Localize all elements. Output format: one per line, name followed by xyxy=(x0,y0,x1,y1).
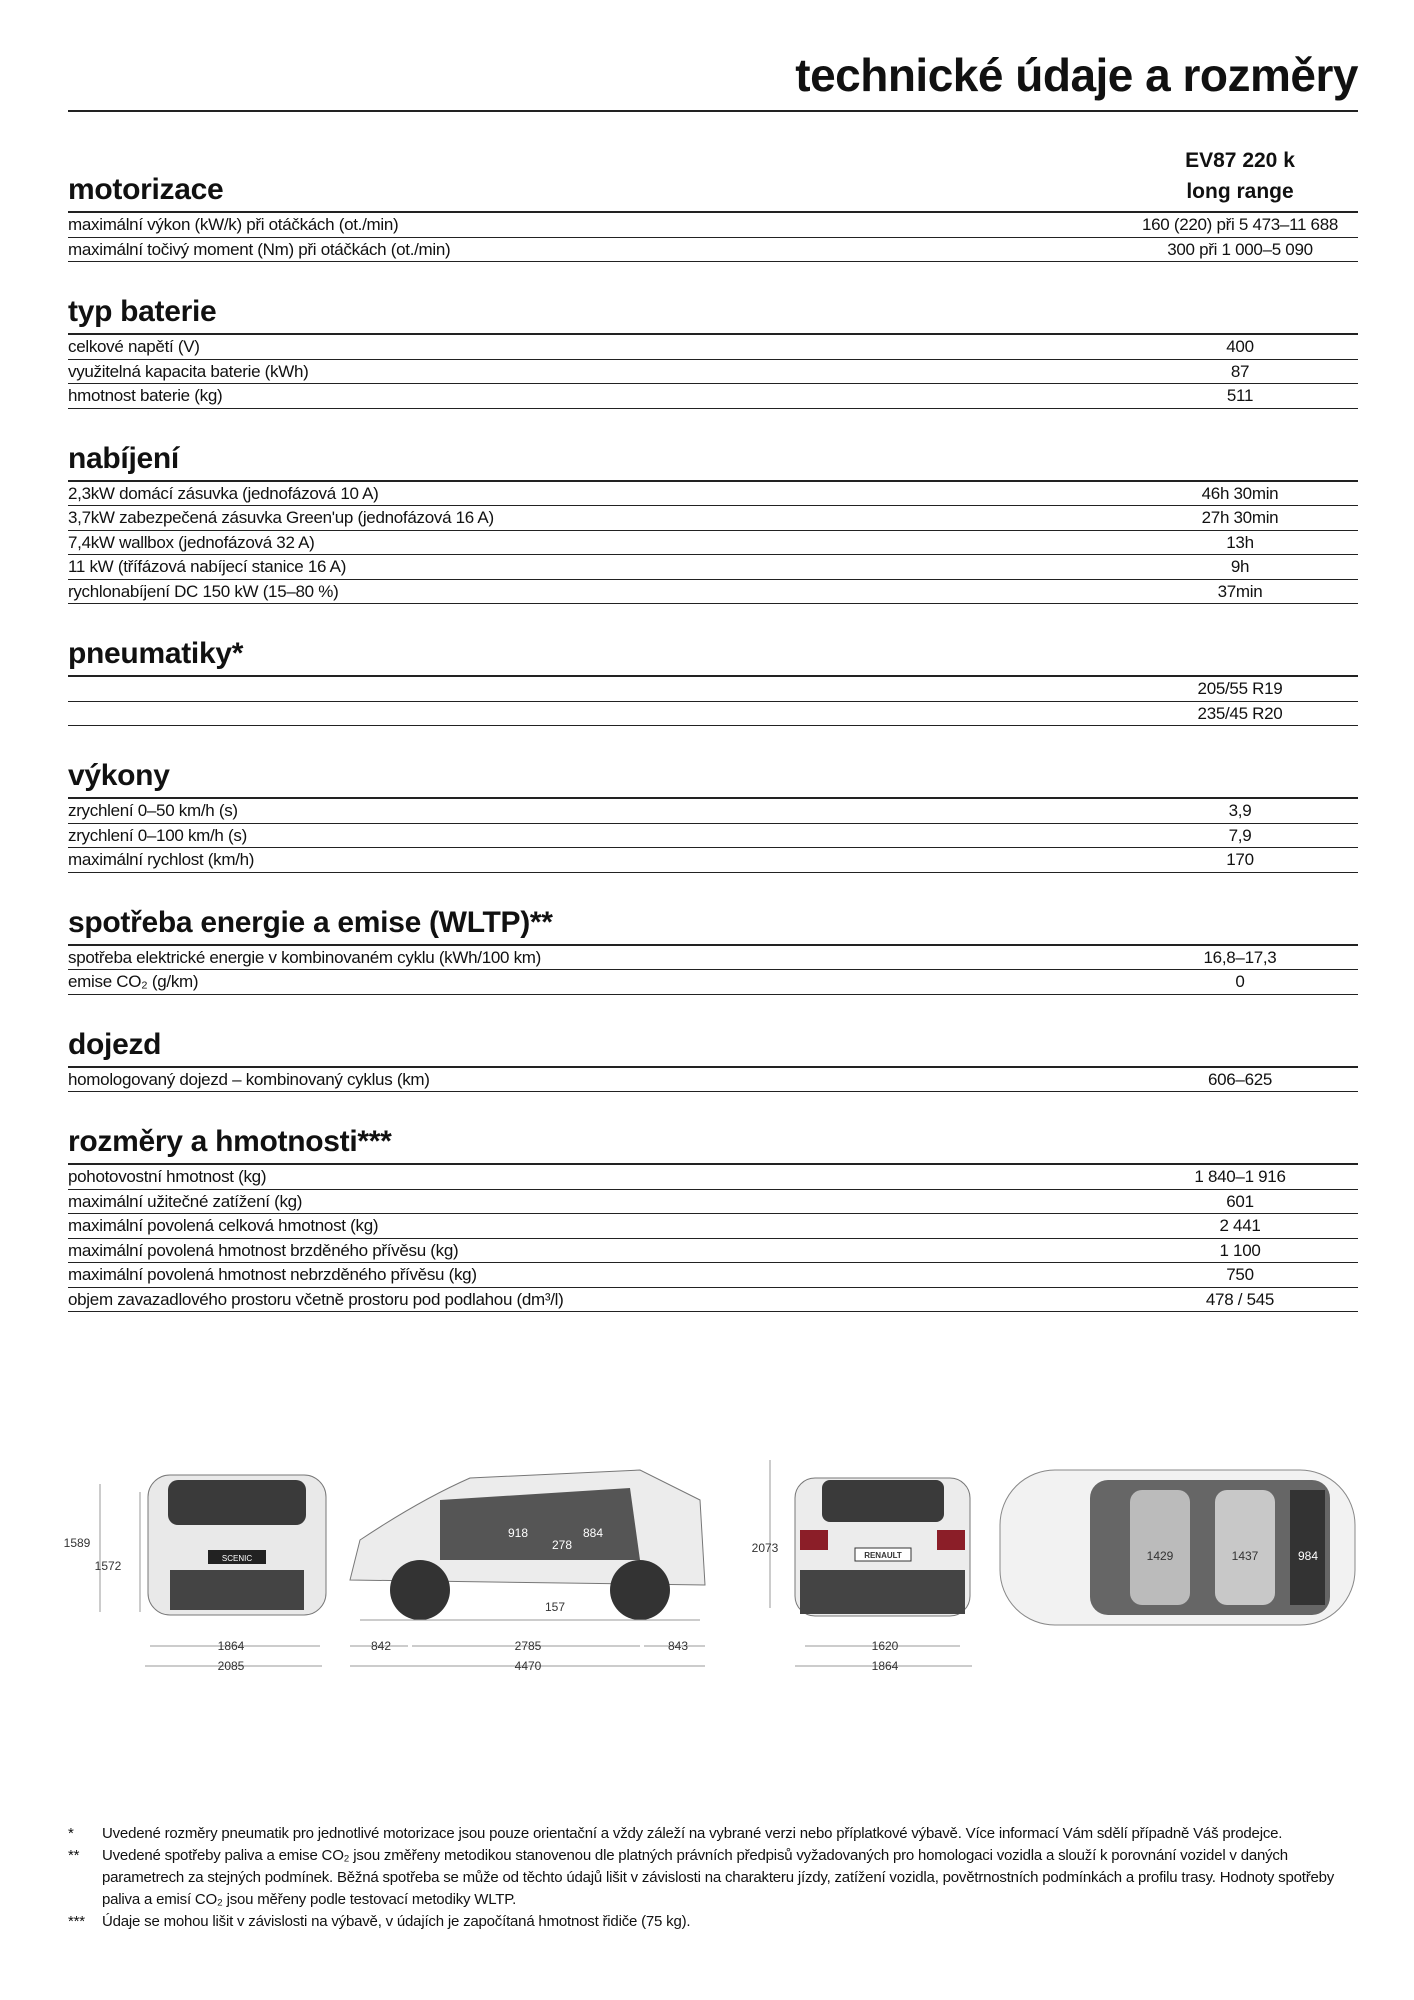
dim-boot-width: 984 xyxy=(1297,1549,1319,1563)
car-front-view xyxy=(148,1475,326,1615)
footnote-mark: ** xyxy=(68,1847,80,1864)
dim-ground-clearance: 157 xyxy=(544,1600,566,1614)
front-badge: SCENIC xyxy=(221,1554,253,1563)
footnote-text: Uvedené rozměry pneumatik pro jednotlivé motorizace jsou pouze orientační a vždy záleží na vybrané verzi nebo příplatkové výbavě. Více informací Vám sdělí případně Váš prodejce. xyxy=(102,1825,1283,1842)
section-header xyxy=(68,295,1358,335)
vehicle-dimensions-diagram xyxy=(0,1440,1414,1710)
row-value: 2 441 xyxy=(1219,1216,1261,1235)
table-row xyxy=(68,1068,1358,1093)
row-label: maximální povolená hmotnost nebrzděného přívěsu (kg) xyxy=(68,1265,477,1284)
table-row xyxy=(68,335,1358,360)
dim-length: 4470 xyxy=(514,1659,542,1673)
row-label: 2,3kW domácí zásuvka (jednofázová 10 A) xyxy=(68,483,379,503)
row-label: celkové napětí (V) xyxy=(68,337,200,356)
section-title: rozměry a hmotnosti*** xyxy=(68,1125,392,1158)
row-value: 87 xyxy=(1230,361,1250,381)
row-label: homologovaný dojezd – kombinovaný cyklus (km) xyxy=(68,1069,430,1089)
table-row xyxy=(68,1214,1358,1239)
row-label: 3,7kW zabezpečená zásuvka Green'up (jednofázová 16 A) xyxy=(68,508,494,527)
dim-wheelbase: 2785 xyxy=(514,1639,542,1653)
footnote-mark: *** xyxy=(68,1913,85,1930)
section-title: spotřeba energie a emise (WLTP)** xyxy=(68,905,553,939)
spec-section xyxy=(68,906,1358,995)
section-header xyxy=(68,145,1358,213)
row-value: 300 při 1 000–5 090 xyxy=(1167,239,1313,259)
row-value: 16,8–17,3 xyxy=(1203,947,1277,967)
row-label: zrychlení 0–50 km/h (s) xyxy=(68,801,238,820)
dim-rear-knee: 278 xyxy=(551,1538,573,1552)
row-value: 0 xyxy=(1235,972,1245,991)
row-label: objem zavazadlového prostoru včetně prostoru pod podlahou (dm³/l) xyxy=(68,1289,564,1309)
section-header xyxy=(68,906,1358,946)
section-header xyxy=(68,1125,1358,1165)
section-title: typ baterie xyxy=(68,295,217,328)
row-value: 170 xyxy=(1226,850,1254,869)
spec-table xyxy=(68,145,1358,1345)
spec-section xyxy=(68,759,1358,873)
row-label: pohotovostní hmotnost (kg) xyxy=(68,1167,267,1186)
dim-height: 1572 xyxy=(94,1559,122,1573)
table-row xyxy=(68,970,1358,995)
row-value: 750 xyxy=(1226,1265,1254,1284)
section-header xyxy=(68,759,1358,799)
table-row xyxy=(68,824,1358,849)
spec-section xyxy=(68,145,1358,262)
table-row xyxy=(68,213,1358,238)
section-header xyxy=(68,1028,1358,1068)
row-label: maximální rychlost (km/h) xyxy=(68,850,255,869)
table-row xyxy=(68,482,1358,507)
row-value: 601 xyxy=(1226,1191,1254,1211)
footnote-mark: * xyxy=(68,1825,74,1842)
model-column-header xyxy=(1115,145,1365,207)
dim-rear-elbow: 1437 xyxy=(1231,1549,1259,1563)
row-label: maximální povolená hmotnost brzděného přívěsu (kg) xyxy=(68,1240,459,1260)
row-value: 13h xyxy=(1226,532,1254,552)
section-title: dojezd xyxy=(68,1027,162,1061)
dim-width-mirrors: 2085 xyxy=(217,1659,245,1673)
table-row xyxy=(68,580,1358,605)
title-divider xyxy=(68,110,1358,112)
row-value: 400 xyxy=(1226,337,1254,356)
spec-section xyxy=(68,637,1358,726)
model-name: EV87 220 k xyxy=(1185,149,1295,172)
row-value: 9h xyxy=(1230,557,1250,576)
dim-rear-track: 1620 xyxy=(871,1639,899,1653)
row-value: 235/45 R20 xyxy=(1197,703,1283,723)
section-title: motorizace xyxy=(68,173,224,206)
table-row xyxy=(68,946,1358,971)
dim-front-width: 1864 xyxy=(217,1639,245,1653)
row-value: 205/55 R19 xyxy=(1197,679,1283,698)
dim-rear-overhang: 843 xyxy=(667,1639,689,1653)
row-label: maximální výkon (kW/k) při otáčkách (ot./min) xyxy=(68,215,399,234)
table-row xyxy=(68,1288,1358,1313)
row-label: 11 kW (třífázová nabíjecí stanice 16 A) xyxy=(68,557,347,576)
car-side-view xyxy=(350,1470,705,1620)
row-value: 27h 30min xyxy=(1201,508,1279,527)
dim-rear-legroom: 884 xyxy=(582,1526,604,1540)
footnote-text: Údaje se mohou lišit v závislosti na výbavě, v údajích je započítaná hmotnost řidiče (75 kg). xyxy=(102,1913,691,1930)
page-title: technické údaje a rozměry xyxy=(795,49,1358,101)
footnote-text: Uvedené spotřeby paliva a emise CO₂ jsou změřeny metodikou stanovenou dle platných právních předpisů vyžadovaných pro homologaci vozidla a slouží k porovnání vozidel v daných parametrech za stejných podmínek. Běžná spotřeba se může od těchto údajů lišit v závislosti na charakteru jízdy, zatížení vozidla, povětrnostních podmínkách a profilu trasy. Hodnoty spotřeby paliva a emisí CO₂ jsou měřeny podle testovací metodiky WLTP. xyxy=(102,1847,1335,1908)
car-top-view xyxy=(1000,1470,1355,1625)
row-value: 1 100 xyxy=(1219,1240,1261,1260)
table-row xyxy=(68,1190,1358,1215)
spec-section xyxy=(68,1028,1358,1093)
row-value: 511 xyxy=(1226,386,1254,405)
row-label: hmotnost baterie (kg) xyxy=(68,386,223,405)
section-header xyxy=(68,442,1358,482)
model-variant: long range xyxy=(1186,180,1294,203)
footnote xyxy=(68,1911,1358,1933)
car-rear-view xyxy=(795,1478,970,1616)
row-value: 478 / 545 xyxy=(1205,1289,1275,1309)
table-row xyxy=(68,799,1358,824)
section-title: pneumatiky* xyxy=(68,637,244,670)
table-row xyxy=(68,1263,1358,1288)
row-value: 37min xyxy=(1217,581,1263,601)
table-row xyxy=(68,848,1358,873)
footnotes xyxy=(68,1823,1358,1933)
dim-rear-width: 1864 xyxy=(871,1659,899,1673)
spec-section xyxy=(68,442,1358,605)
row-label: rychlonabíjení DC 150 kW (15–80 %) xyxy=(68,581,339,601)
footnote xyxy=(68,1845,1358,1911)
table-row xyxy=(68,555,1358,580)
dim-front-elbow: 1429 xyxy=(1146,1549,1174,1563)
table-row xyxy=(68,360,1358,385)
table-row xyxy=(68,506,1358,531)
table-row xyxy=(68,677,1358,702)
table-row xyxy=(68,531,1358,556)
table-row xyxy=(68,1165,1358,1190)
row-value: 46h 30min xyxy=(1201,483,1279,503)
table-row xyxy=(68,238,1358,263)
dim-height-total: 1589 xyxy=(63,1536,91,1550)
table-row xyxy=(68,702,1358,727)
row-value: 1 840–1 916 xyxy=(1194,1167,1286,1186)
dim-front-legroom: 918 xyxy=(507,1526,529,1540)
row-label: emise CO₂ (g/km) xyxy=(68,972,199,991)
dim-front-overhang: 842 xyxy=(370,1639,392,1653)
rear-badge: RENAULT xyxy=(864,1551,902,1560)
row-label: maximální točivý moment (Nm) při otáčkách (ot./min) xyxy=(68,239,451,259)
row-label: využitelná kapacita baterie (kWh) xyxy=(68,361,309,381)
row-label: maximální povolená celková hmotnost (kg) xyxy=(68,1216,379,1235)
row-label: spotřeba elektrické energie v kombinovaném cyklu (kWh/100 km) xyxy=(68,947,542,967)
dim-height-tailgate: 2073 xyxy=(751,1541,779,1555)
footnote xyxy=(68,1823,1358,1845)
row-value: 160 (220) při 5 473–11 688 xyxy=(1141,215,1339,234)
row-value: 606–625 xyxy=(1207,1069,1273,1089)
row-value: 3,9 xyxy=(1228,801,1252,820)
row-label: maximální užitečné zatížení (kg) xyxy=(68,1191,303,1211)
row-value: 7,9 xyxy=(1228,825,1252,845)
row-label: 7,4kW wallbox (jednofázová 32 A) xyxy=(68,532,315,552)
table-row xyxy=(68,1239,1358,1264)
section-title: nabíjení xyxy=(68,441,179,475)
table-row xyxy=(68,384,1358,409)
section-header xyxy=(68,637,1358,677)
section-title: výkony xyxy=(68,759,170,792)
spec-section xyxy=(68,1125,1358,1312)
row-label: zrychlení 0–100 km/h (s) xyxy=(68,825,247,845)
spec-section xyxy=(68,295,1358,409)
